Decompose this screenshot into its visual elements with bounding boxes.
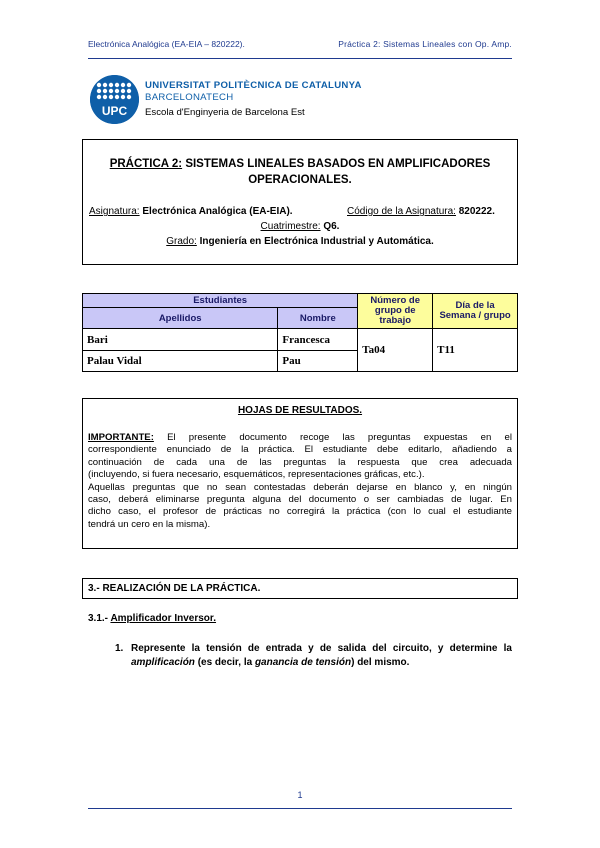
name-cell: Pau — [278, 351, 358, 372]
logo-barcelonatech: BARCELONATECH — [145, 92, 234, 103]
subsection-title: Amplificador Inversor. — [110, 613, 217, 624]
instructions-line: continuación de cada una de las preguntas la respuesta que crea adecuada — [88, 456, 512, 468]
surname-cell: Palau Vidal — [83, 351, 278, 372]
upc-logo-icon — [90, 75, 139, 124]
header-course: Electrónica Analógica (EA-EIA – 820222). — [88, 39, 245, 49]
results-title: HOJAS DE RESULTADOS. — [237, 405, 363, 416]
important-label: IMPORTANTE: — [88, 432, 154, 443]
instructions-line: IMPORTANTE: El presente documento recoge las preguntas expuestas en el — [88, 432, 512, 443]
group-header: Número de grupo de trabajo — [358, 294, 433, 329]
subject-code-line: Código de la Asignatura: 820222. — [347, 206, 495, 217]
semester-line: Cuatrimestre: Q6. — [260, 221, 340, 232]
students-header: Estudiantes — [83, 294, 358, 308]
subsection-heading — [88, 613, 216, 624]
name-cell: Francesca — [278, 329, 358, 351]
table-row — [83, 329, 518, 351]
surname-header: Apellidos — [83, 308, 278, 329]
day-header: Día de la Semana / grupo — [433, 294, 518, 329]
section-title: 3.- REALIZACIÓN DE LA PRÁCTICA. — [88, 583, 261, 594]
instructions-line: dicho caso, el profesor de prácticas no corregirá la práctica (con lo cual el estudiante — [88, 506, 512, 518]
name-header: Nombre — [278, 308, 358, 329]
students-table — [82, 293, 518, 372]
instructions-line: correspondiente enunciado de la práctica. El estudiante debe editarlo, añadiendo a — [88, 444, 512, 456]
header-rule — [88, 58, 512, 59]
group-cell: Ta04 — [358, 329, 433, 372]
semester-value: Q6. — [323, 221, 340, 232]
question-text-line1: Represente la tensión de entrada y de salida del circuito, y determine la — [131, 643, 512, 654]
practice-label: PRÁCTICA 2: — [109, 158, 183, 170]
practice-title: SISTEMAS LINEALES BASADOS EN AMPLIFICADORES — [185, 158, 491, 170]
practice-title-line1 — [83, 158, 517, 170]
upc-logo-mark: UPC — [101, 104, 128, 118]
instructions-line: caso, deberá eliminarse pregunta alguna del documento o ser cambiadas de lugar. En — [88, 494, 512, 505]
surname-cell: Bari — [83, 329, 278, 351]
subject-code-value: 820222. — [458, 206, 495, 217]
header-practice: Práctica 2: Sistemas Lineales con Op. Amp. — [338, 39, 512, 49]
degree-value: Ingeniería en Electrónica Industrial y Automática. — [199, 236, 434, 247]
subject-line: Asignatura: Electrónica Analógica (EA-EIA). — [89, 206, 293, 217]
subject-value: Electrónica Analógica (EA-EIA). — [142, 206, 293, 217]
page-number: 1 — [297, 790, 303, 800]
instructions-line: Aquellas preguntas que no sean contestadas deberán dejarse en blanco y, en ningún — [88, 481, 512, 493]
title-box — [82, 139, 518, 265]
day-cell: T11 — [433, 329, 518, 372]
footer-rule — [88, 808, 512, 809]
question-number: 1. — [115, 643, 124, 654]
logo-university-name: UNIVERSITAT POLITÈCNICA DE CATALUNYA — [145, 80, 362, 91]
instructions-line: (incluyendo, si fuera necesario, esquemáticos, representaciones gráficas, etc.). — [88, 469, 425, 481]
degree-line: Grado: Ingeniería en Electrónica Industrial y Automática. — [166, 236, 434, 247]
question-text-line2: amplificación (es decir, la ganancia de tensión) del mismo. — [131, 657, 410, 668]
instructions-line: tendrá un cero en la misma). — [88, 518, 211, 530]
logo-school-name: Escola d'Enginyeria de Barcelona Est — [145, 107, 305, 118]
subsection-number: 3.1.- — [88, 613, 109, 624]
practice-title-line2: OPERACIONALES. — [248, 174, 352, 186]
